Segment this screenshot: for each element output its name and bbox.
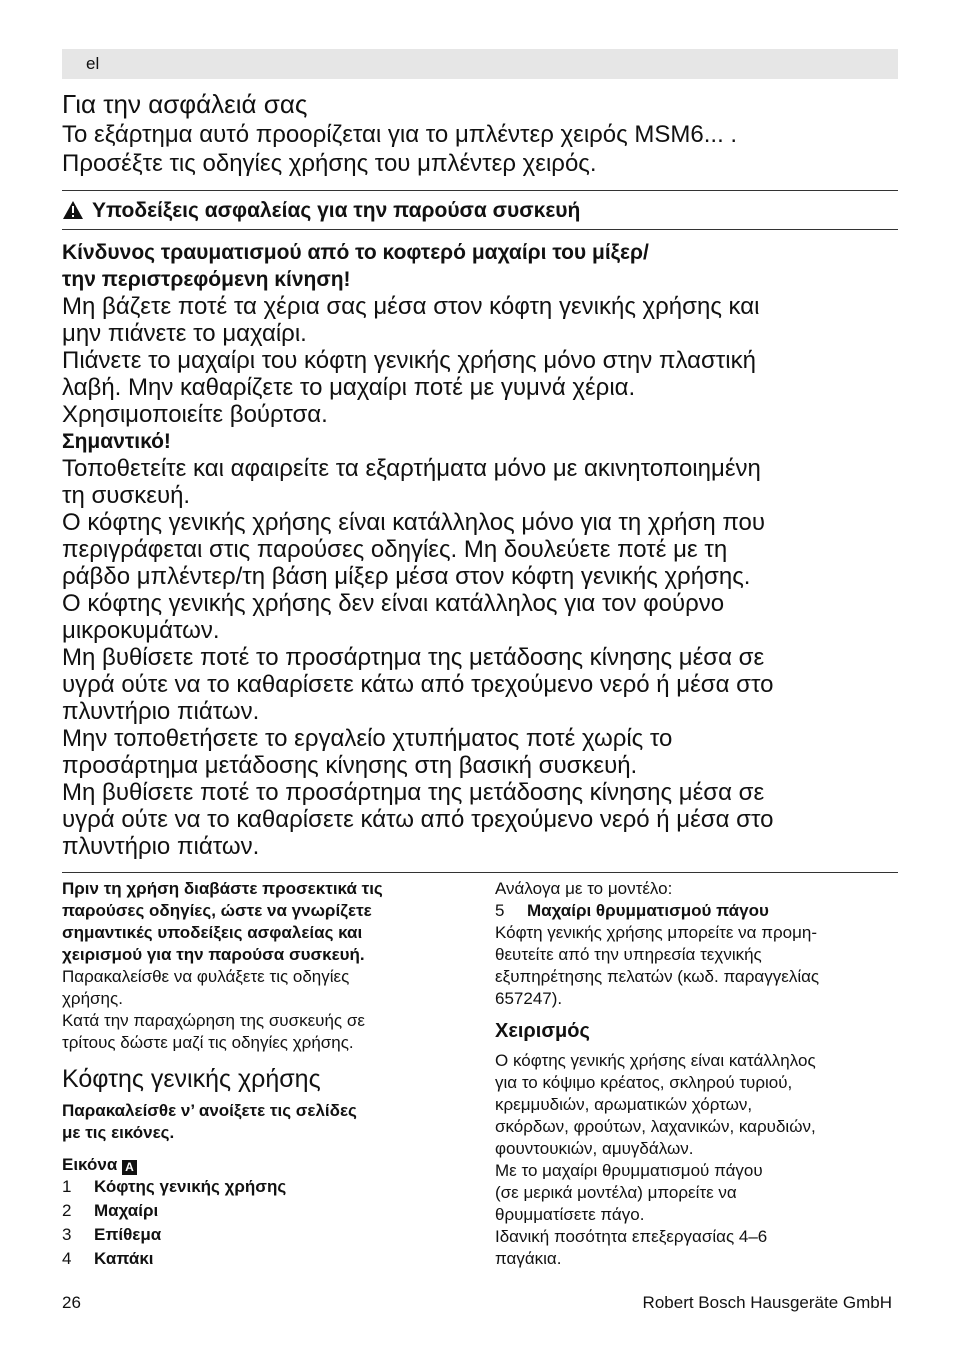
warning-line: ράβδο μπλέντερ/τη βάση μίξερ μέσα στον κόφτη γενικής χρήσης.	[62, 563, 751, 590]
danger-line: Κίνδυνος τραυματισμού από το κοφτερό μαχαίρι του μίξερ/	[62, 241, 649, 264]
warning-line: Πιάνετε το μαχαίρι του κόφτη γενικής χρήσης μόνο στην πλαστική	[62, 347, 756, 374]
intro-line: Προσέξτε τις οδηγίες χρήσης του μπλέντερ χειρός.	[62, 150, 597, 177]
warning-line: Ο κόφτης γενικής χρήσης είναι κατάλληλος μόνο για τη χρήση που	[62, 509, 766, 536]
item-number: 5	[495, 901, 505, 920]
divider	[62, 190, 898, 191]
figure-label: Εικόνα	[62, 1155, 118, 1174]
use-line: κρεμμυδιών, αρωματικών χόρτων,	[495, 1095, 753, 1114]
intro-line: Το εξάρτημα αυτό προορίζεται για το μπλέντερ χειρός MSM6... .	[62, 121, 738, 148]
read-first-line: Πριν τη χρήση διαβάστε προσεκτικά τις	[62, 879, 383, 898]
figure-ref	[62, 1154, 462, 1176]
warning-line: Τοποθετείτε και αφαιρείτε τα εξαρτήματα μόνο με ακινητοποιημένη	[62, 455, 761, 482]
read-first-line: παρούσες οδηγίες, ώστε να γνωρίζετε	[62, 901, 372, 920]
warning-line: πλυντήριο πιάτων.	[62, 698, 260, 725]
warning-line: υγρά ούτε να το καθαρίσετε κάτω από τρεχούμενο νερό ή μέσα στο	[62, 671, 774, 698]
important-label: Σημαντικό!	[62, 430, 171, 453]
item-label: Μαχαίρι	[94, 1201, 159, 1220]
warning-heading-text: Υποδείξεις ασφαλείας για την παρούσα συσκευή	[92, 199, 581, 222]
depending-line: Ανάλογα με το μοντέλο:	[495, 879, 673, 898]
use-line: σκόρδων, φρούτων, λαχανικών, καρυδιών,	[495, 1117, 816, 1136]
language-code: el	[86, 54, 100, 73]
page-title: Για την ασφάλειά σας	[62, 89, 308, 119]
list-item	[62, 1176, 462, 1198]
item-number: 2	[62, 1201, 72, 1220]
item-label: Κόφτης γενικής χρήσης	[94, 1177, 287, 1196]
item-number: 1	[62, 1177, 72, 1196]
ice-line: (σε μερικά μοντέλα) μπορείτε να	[495, 1183, 737, 1202]
warning-line: Μη βάζετε ποτέ τα χέρια σας μέσα στον κόφτη γενικής χρήσης και	[62, 293, 760, 320]
use-line: Ο κόφτης γενικής χρήσης είναι κατάλληλος	[495, 1051, 816, 1070]
warning-line: τη συσκευή.	[62, 482, 191, 509]
item-label: Μαχαίρι θρυμματισμού πάγου	[527, 901, 769, 920]
warning-line: Μη βυθίσετε ποτέ το προσάρτημα της μετάδοσης κίνησης μέσα σε	[62, 779, 765, 806]
section-title-cutter: Κόφτης γενικής χρήσης	[62, 1065, 321, 1093]
language-bar	[62, 49, 898, 79]
intro-text	[62, 120, 898, 178]
item-label: Καπάκι	[94, 1249, 154, 1268]
warning-line: λαβή. Μην καθαρίζετε το μαχαίρι ποτέ με γυμνά χέρια.	[62, 374, 636, 401]
warning-line: Μην τοποθετήσετε το εργαλείο χτυπήματος ποτέ χωρίς το	[62, 725, 673, 752]
warning-triangle-icon	[62, 200, 86, 228]
safety-warnings	[62, 239, 898, 860]
warning-line: Ο κόφτης γενικής χρήσης δεν είναι κατάλληλος για τον φούρνο	[62, 590, 725, 617]
warning-line: πλυντήριο πιάτων.	[62, 833, 260, 860]
warning-heading	[62, 197, 580, 228]
supply-line: 657247).	[495, 989, 563, 1008]
list-item	[495, 900, 900, 922]
warning-line: υγρά ούτε να το καθαρίσετε κάτω από τρεχούμενο νερό ή μέσα στο	[62, 806, 774, 833]
read-first-line: σημαντικές υποδείξεις ασφαλείας και	[62, 923, 363, 942]
list-item	[62, 1200, 462, 1222]
use-line: φουντουκιών, αμυγδάλων.	[495, 1139, 694, 1158]
transfer-line: τρίτους δώστε μαζί τις οδηγίες χρήσης.	[62, 1033, 354, 1052]
warning-line: Χρησιμοποιείτε βούρτσα.	[62, 401, 328, 428]
supply-line: θευτείτε από την υπηρεσία τεχνικής	[495, 945, 762, 964]
keep-line: χρήσης.	[62, 989, 123, 1008]
supply-line: Κόφτη γενικής χρήσης μπορείτε να προμη-	[495, 923, 817, 942]
ice-line: Με το μαχαίρι θρυμματισμού πάγου	[495, 1161, 763, 1180]
list-item	[62, 1248, 462, 1270]
supply-line: εξυπηρέτησης πελατών (κωδ. παραγγελίας	[495, 967, 820, 986]
transfer-line: Κατά την παραχώρηση της συσκευής σε	[62, 1011, 365, 1030]
list-item	[62, 1224, 462, 1246]
ice-line: θρυμματίσετε πάγο.	[495, 1205, 645, 1224]
read-first-line: χειρισμού για την παρούσα συσκευή.	[62, 945, 365, 964]
section-title-operation: Χειρισμός	[495, 1020, 590, 1042]
left-column	[62, 878, 462, 1270]
item-number: 4	[62, 1249, 72, 1268]
use-line: για το κόψιμο κρέατος, σκληρού τυριού,	[495, 1073, 793, 1092]
warning-line: περιγράφεται στις παρούσες οδηγίες. Μη δουλεύετε ποτέ με τη	[62, 536, 728, 563]
warning-line: μην πιάνετε το μαχαίρι.	[62, 320, 307, 347]
company-name: Robert Bosch Hausgeräte GmbH	[642, 1293, 892, 1312]
open-pages-line: με τις εικόνες.	[62, 1123, 175, 1142]
item-number: 3	[62, 1225, 72, 1244]
ideal-line: παγάκια.	[495, 1249, 562, 1268]
page-number: 26	[62, 1293, 81, 1312]
danger-line: την περιστρεφόμενη κίνηση!	[62, 268, 351, 291]
divider	[62, 229, 898, 230]
warning-line: προσάρτημα μετάδοσης κίνησης στη βασική συσκευή.	[62, 752, 638, 779]
open-pages-line: Παρακαλείσθε ν’ ανοίξετε τις σελίδες	[62, 1101, 357, 1120]
figure-letter-badge: A	[122, 1160, 137, 1175]
warning-line: Μη βυθίσετε ποτέ το προσάρτημα της μετάδοσης κίνησης μέσα σε	[62, 644, 765, 671]
divider	[62, 872, 898, 873]
ideal-line: Ιδανική ποσότητα επεξεργασίας 4–6	[495, 1227, 768, 1246]
right-column	[495, 878, 900, 1270]
warning-line: μικροκυμάτων.	[62, 617, 220, 644]
keep-line: Παρακαλείσθε να φυλάξετε τις οδηγίες	[62, 967, 350, 986]
item-label: Επίθεμα	[94, 1225, 162, 1244]
